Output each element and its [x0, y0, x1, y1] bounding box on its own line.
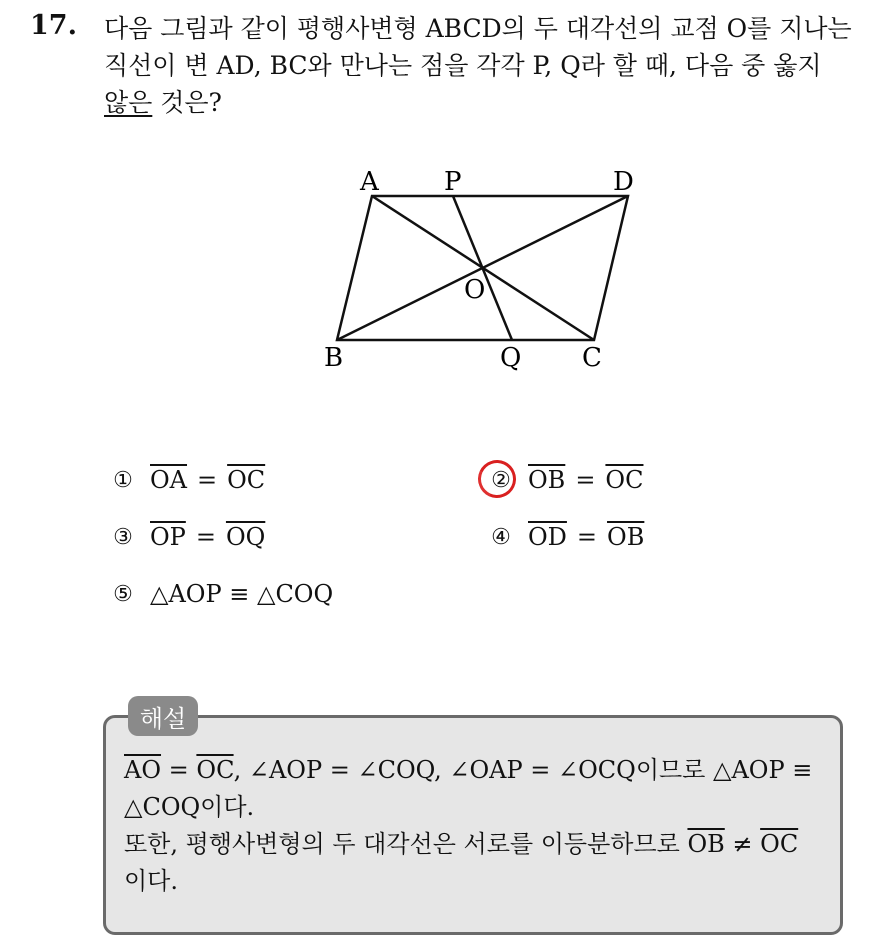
equals-sign: =	[575, 466, 596, 494]
choice-4-number: ④	[491, 524, 511, 550]
label-p: P	[444, 167, 462, 197]
label-o: O	[464, 275, 486, 305]
answer-circle-mark	[473, 455, 522, 504]
question-line-3-rest: 것은?	[152, 88, 222, 117]
label-d: D	[613, 167, 634, 197]
segment-ob: $\overline{OB}$	[528, 466, 566, 494]
label-a: A	[360, 167, 379, 197]
question-number: 17.	[30, 10, 77, 41]
question-line-2: 직선이 변 AD, BC와 만나는 점을 각각 P, Q라 할 때, 다음 중 옳지	[104, 51, 822, 80]
segment-od: $\overline{OD}$	[528, 523, 567, 551]
question-line-1: 다음 그림과 같이 평행사변형 ABCD의 두 대각선의 교점 O를 지나는	[104, 14, 852, 43]
equals-sign: =	[197, 466, 218, 494]
parallelogram-figure	[310, 160, 650, 390]
solution-line-4: 이다.	[124, 867, 178, 895]
solution-text	[124, 752, 834, 900]
choice-5-text: △AOP ≡ △COQ	[150, 580, 334, 608]
choice-2-number: ②	[491, 467, 511, 493]
choice-3[interactable]	[110, 523, 265, 551]
equals-sign: =	[576, 523, 598, 551]
choice-1[interactable]	[110, 466, 265, 494]
not-equal-sign: ≠	[724, 830, 761, 858]
question-line-3	[104, 84, 874, 121]
segment-oc: $\overline{OC}$	[196, 756, 234, 784]
question-text	[104, 10, 874, 121]
solution-line-1: $\overline{AO} = \overline{OC}$, ∠AOP = ∠COQ, ∠OAP = ∠OCQ이므로 △AOP ≡	[124, 756, 813, 784]
figure-lines	[337, 196, 628, 340]
segment-oa: $\overline{OA}$	[150, 466, 188, 494]
solution-line-2: △COQ이다.	[124, 793, 255, 821]
segment-oc: $\overline{OC}$	[605, 466, 644, 494]
label-b: B	[324, 343, 344, 373]
solution-tag: 해설	[128, 696, 198, 736]
segment-ob: $\overline{OB}$	[687, 830, 725, 858]
choice-5[interactable]	[110, 580, 333, 608]
solution-line-3-text: 또한, 평행사변형의 두 대각선은 서로를 이등분하므로	[124, 830, 688, 858]
choice-4[interactable]	[488, 523, 644, 551]
label-c: C	[582, 343, 602, 373]
line-pq	[453, 196, 512, 340]
label-q: Q	[500, 343, 522, 373]
segment-oq: $\overline{OQ}$	[225, 523, 266, 551]
choice-5-number: ⑤	[113, 581, 133, 607]
segment-oc: $\overline{OC}$	[227, 466, 266, 494]
segment-oc: $\overline{OC}$	[760, 830, 799, 858]
segment-ao: $\overline{AO}$	[124, 756, 162, 784]
solution-line-3	[124, 826, 834, 863]
choice-1-number: ①	[113, 467, 133, 493]
underlined-word: 않은	[104, 88, 153, 117]
segment-op: $\overline{OP}$	[150, 523, 186, 551]
choice-3-number: ③	[113, 524, 133, 550]
equals-sign: =	[195, 523, 216, 551]
segment-ob: $\overline{OB}$	[607, 523, 645, 551]
solution-line-1-rest: , ∠AOP = ∠COQ, ∠OAP = ∠OCQ이므로 △AOP ≡	[233, 756, 813, 784]
